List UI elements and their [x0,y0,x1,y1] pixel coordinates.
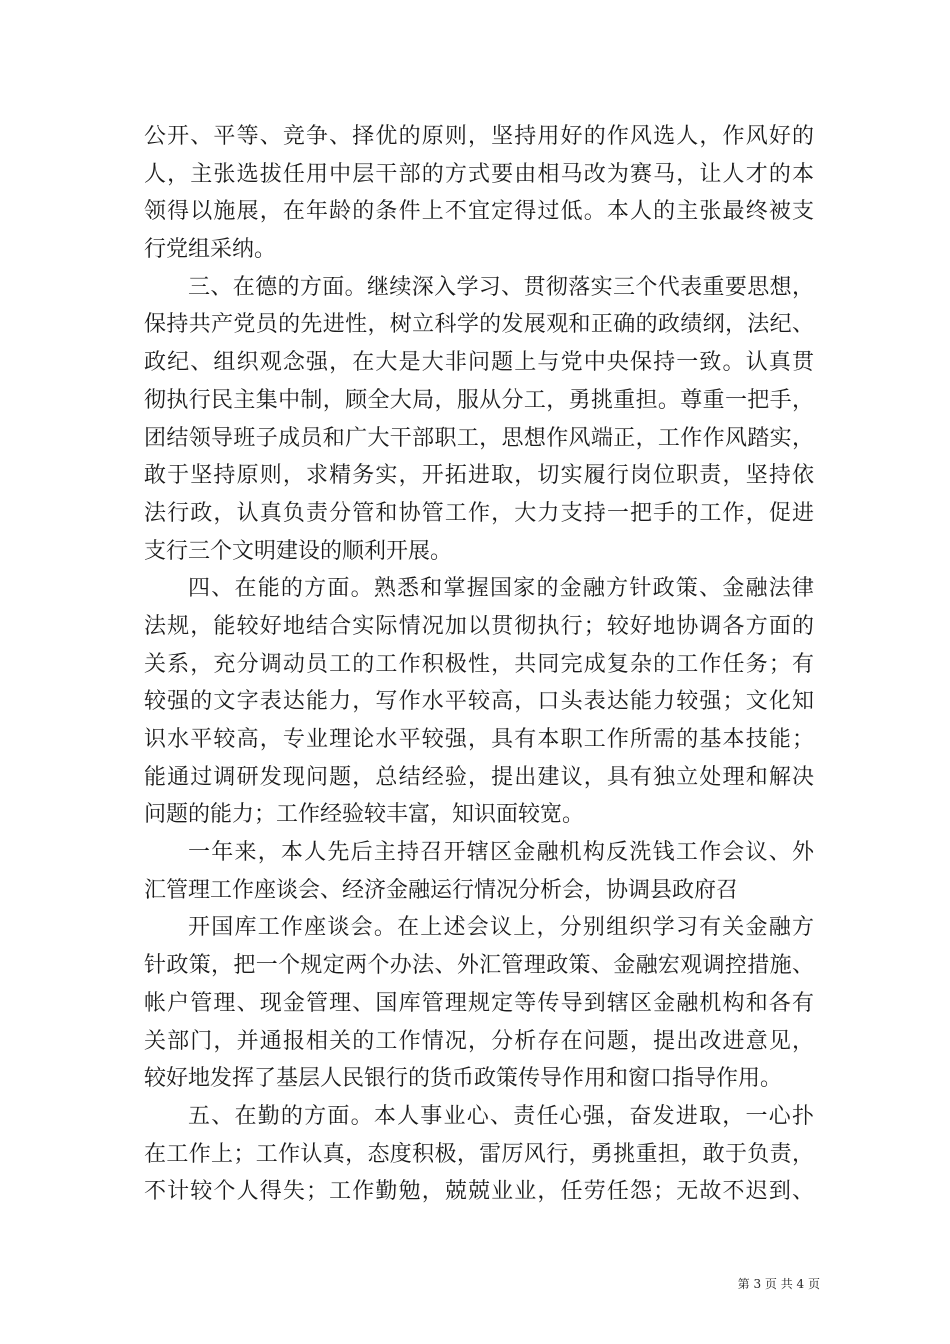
paragraph-line: 较强的文字表达能力，写作水平较高，口头表达能力较强；文化知 [144,689,814,715]
document-body [144,118,814,1211]
paragraph-line: 不计较个人得失；工作勤勉，兢兢业业，任劳任怨；无故不迟到、 [144,1179,814,1205]
paragraph-line: 识水平较高，专业理论水平较强，具有本职工作所需的基本技能； [144,727,814,752]
page-number-footer: 第 3 页 共 4 页 [737,1277,820,1291]
paragraph-line: 问题的能力；工作经验较丰富，知识面较宽。 [144,802,585,828]
paragraph-line: 关部门，并通报相关的工作情况，分析存在问题，提出改进意见， [144,1028,814,1054]
paragraph-line: 行党组采纳。 [144,237,277,263]
paragraph [144,570,814,834]
paragraph-line: 能通过调研发现问题，总结经验，提出建议，具有独立处理和解决 [144,764,814,790]
paragraph [144,834,814,909]
paragraph-line: 政纪、组织观念强，在大是大非问题上与党中央保持一致。认真贯 [144,350,814,376]
paragraph-line: 四、在能的方面。熟悉和掌握国家的金融方针政策、金融法律 [188,576,814,602]
paragraph-line: 保持共产党员的先进性，树立科学的发展观和正确的政绩纲，法纪、 [144,312,814,338]
paragraph-line: 三、在德的方面。继续深入学习、贯彻落实三个代表重要思想， [188,274,814,300]
paragraph-line: 在工作上；工作认真，态度积极，雷厉风行，勇挑重担，敢于负责， [144,1141,814,1167]
paragraph [144,118,814,269]
paragraph-line: 开国库工作座谈会。在上述会议上，分别组织学习有关金融方 [188,915,814,941]
paragraph-line: 较好地发挥了基层人民银行的货币政策传导作用和窗口指导作用。 [144,1066,783,1092]
paragraph-line: 汇管理工作座谈会、经济金融运行情况分析会，协调县政府召 [144,877,739,903]
paragraph-line: 支行三个文明建设的顺利开展。 [144,538,453,564]
paragraph [144,1098,814,1211]
paragraph-line: 针政策，把一个规定两个办法、外汇管理政策、金融宏观调控措施、 [144,953,814,979]
paragraph-line: 一年来，本人先后主持召开辖区金融机构反洗钱工作会议、外 [188,840,814,866]
paragraph-line: 人，主张选拔任用中层干部的方式要由相马改为赛马，让人才的本 [144,161,814,187]
paragraph-line: 帐户管理、现金管理、国库管理规定等传导到辖区金融机构和各有 [144,990,814,1016]
paragraph-line: 五、在勤的方面。本人事业心、责任心强，奋发进取，一心扑 [188,1103,814,1129]
paragraph-line: 法规，能较好地结合实际情况加以贯彻执行；较好地协调各方面的 [144,613,814,639]
paragraph [144,909,814,1097]
paragraph [144,269,814,571]
paragraph-line: 公开、平等、竞争、择优的原则，坚持用好的作风选人，作风好的 [144,124,814,149]
paragraph-line: 彻执行民主集中制，顾全大局，服从分工，勇挑重担。尊重一把手， [144,387,814,413]
paragraph-line: 领得以施展，在年龄的条件上不宜定得过低。本人的主张最终被支 [144,199,814,225]
paragraph-line: 敢于坚持原则，求精务实，开拓进取，切实履行岗位职责，坚持依 [144,463,814,489]
paragraph-line: 法行政，认真负责分管和协管工作，大力支持一把手的工作，促进 [144,500,814,526]
paragraph-line: 关系，充分调动员工的工作积极性，共同完成复杂的工作任务；有 [144,651,814,677]
paragraph-line: 团结领导班子成员和广大干部职工，思想作风端正，工作作风踏实， [144,425,814,451]
